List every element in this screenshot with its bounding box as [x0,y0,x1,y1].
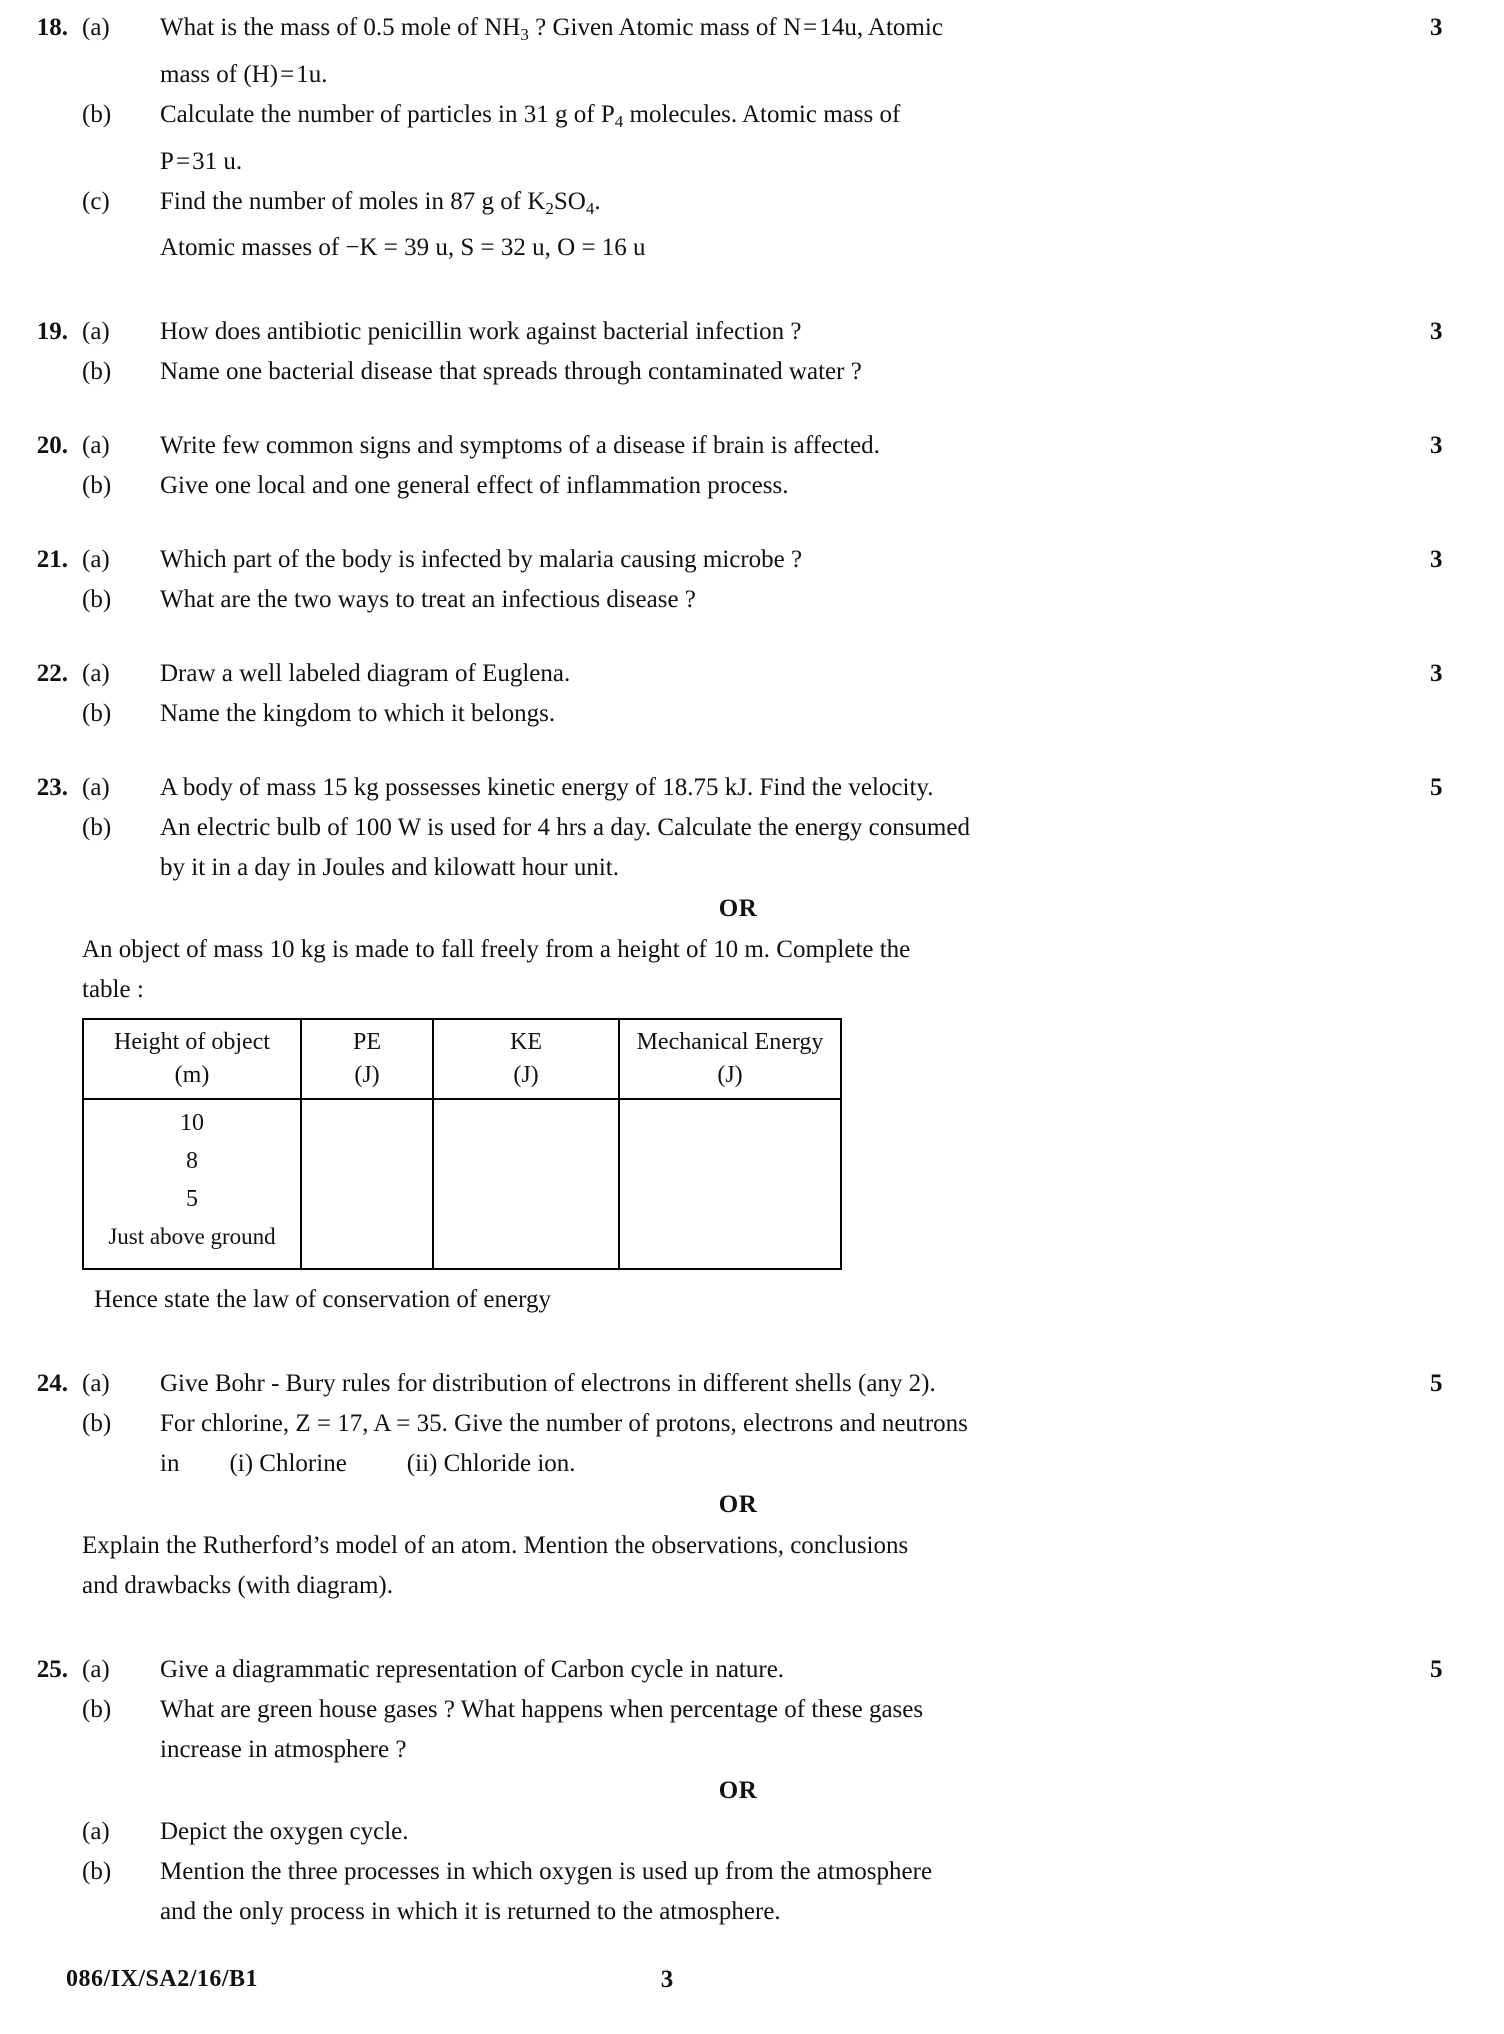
q18c-line1-mid: SO [553,187,586,215]
q24b-line2 [160,1444,1394,1484]
question-25-alt-a [0,1812,1504,1852]
spacer [0,734,1504,768]
header-line1: KE [510,1029,542,1056]
question-number: 23. [36,774,68,802]
q18a-line1-pre: What is the mass of 0.5 mole of NH [160,14,521,41]
question-24-alternative [0,1526,1504,1566]
question-text: What are green house gases ? What happens when percentage of these gases [160,1696,924,1724]
q18c-line2: Atomic masses of −K = 39 u, S = 32 u, O = 16 u [160,234,646,262]
height-value: 8 [186,1148,198,1175]
part-label: (a) [82,1370,110,1398]
question-text: Give one local and one general effect of inflammation process. [160,472,789,500]
question-number: 21. [36,546,68,574]
energy-table-wrap [82,1010,1394,1270]
part-label: (b) [82,814,112,842]
q18a-subscript: 3 [520,24,529,44]
cell-heights [83,1099,301,1269]
q18c-line1-post: . [594,187,601,215]
question-23 [0,768,1504,808]
question-24b [0,1404,1504,1444]
part-label: (a) [82,432,110,460]
q25altb-line2: and the only process in which it is returned to the atmosphere. [160,1898,781,1926]
q24b-option-ii: (ii) Chloride ion. [406,1450,576,1478]
height-value: 10 [180,1110,204,1137]
question-22 [0,654,1504,694]
height-value: 5 [186,1186,198,1213]
spacer [0,1606,1504,1650]
part-label: (b) [82,1858,112,1886]
or-separator: OR [718,1777,758,1805]
spacer [0,506,1504,540]
q25b-line2: increase in atmosphere ? [160,1736,407,1764]
header-height-of-object [83,1019,301,1099]
question-text: Name one bacterial disease that spreads through contaminated water ? [160,358,862,386]
or-separator: OR [718,1491,758,1519]
question-25b [0,1690,1504,1730]
question-text: A body of mass 15 kg possesses kinetic energy of 18.75 kJ. Find the velocity. [160,774,934,802]
part-label: (b) [82,472,112,500]
question-22b [0,694,1504,734]
question-24b-continued [0,1444,1504,1484]
cell-me-blank[interactable] [619,1099,841,1269]
question-marks: 5 [1430,774,1443,802]
q18b-line2: P = 31 u. [160,147,243,175]
header-line1: PE [352,1029,381,1056]
question-text: An electric bulb of 100 W is used for 4 hrs a day. Calculate the energy consumed [160,814,970,842]
question-18a-continued [0,55,1504,95]
part-label: (a) [82,546,110,574]
header-line2: (J) [354,1062,380,1089]
spacer [0,392,1504,426]
question-24-or [0,1484,1504,1526]
spacer [0,620,1504,654]
table-row [83,1099,841,1269]
q18b-subscript: 4 [614,111,624,131]
question-text: What are the two ways to treat an infectious disease ? [160,586,696,614]
spacer [0,268,1504,312]
question-19b [0,352,1504,392]
q18c-line1-pre: Find the number of moles in 87 g of K [160,187,546,215]
q24b-option-i: (i) Chlorine [229,1450,347,1478]
question-number: 22. [36,660,68,688]
q18c-subscript-2: 4 [585,198,595,218]
question-marks: 3 [1430,432,1443,460]
question-23b [0,808,1504,848]
question-25-alt-b [0,1852,1504,1892]
question-text: For chlorine, Z = 17, A = 35. Give the number of protons, electrons and neutrons [160,1410,968,1438]
q18b-line1-pre: Calculate the number of particles in 31 g of P [160,100,615,128]
question-23-or [0,888,1504,930]
question-21 [0,540,1504,580]
height-value: Just above ground [108,1224,276,1250]
part-label: (a) [82,660,110,688]
part-label: (b) [82,1696,112,1724]
question-18 [0,8,1504,55]
question-text: Give a diagrammatic representation of Carbon cycle in nature. [160,1656,785,1684]
question-23-after-table [0,1270,1504,1320]
header-line2: (m) [174,1062,210,1089]
q23b-line2: by it in a day in Joules and kilowatt hour unit. [160,854,619,882]
part-label: (c) [82,187,110,215]
question-25b-continued [0,1730,1504,1770]
header-line2: (J) [513,1062,539,1089]
question-marks: 3 [1430,546,1443,574]
q24-alt-line2: and drawbacks (with diagram). [82,1572,393,1600]
question-18c [0,182,1504,229]
part-label: (a) [82,14,110,41]
question-25-alt-b-continued [0,1892,1504,1932]
question-number: 20. [36,432,68,460]
q23-alt-line1: An object of mass 10 kg is made to fall freely from a height of 10 m. Complete the [82,936,911,964]
question-number: 19. [36,318,68,346]
question-number: 25. [36,1656,68,1684]
q18a-line1-post: ? Given Atomic mass of N = 14u, Atomic [528,14,943,41]
question-marks: 3 [1430,14,1443,41]
part-label: (a) [82,1656,110,1684]
question-23-alternative-cont [0,970,1504,1010]
cell-pe-blank[interactable] [301,1099,433,1269]
part-label: (a) [82,1818,110,1846]
header-line2: (J) [717,1062,743,1089]
part-label: (b) [82,700,112,728]
question-25 [0,1650,1504,1690]
question-text: Draw a well labeled diagram of Euglena. [160,660,571,688]
question-text [160,95,1394,142]
q18c-subscript-1: 2 [545,198,554,218]
part-label: (a) [82,318,110,346]
question-text: Name the kingdom to which it belongs. [160,700,556,728]
question-marks: 3 [1430,318,1443,346]
question-marks: 3 [1430,660,1443,688]
header-pe [301,1019,433,1099]
question-20b [0,466,1504,506]
question-18b-continued [0,142,1504,182]
question-23b-continued [0,848,1504,888]
part-label: (a) [82,774,110,802]
header-line1: Height of object [114,1029,270,1056]
question-number: 18. [36,14,68,41]
part-label: (b) [82,1410,112,1438]
q18a-line2: mass of (H) = 1u. [160,60,328,88]
question-23-table-row [0,1010,1504,1270]
question-text [160,182,1394,229]
part-label: (b) [82,358,112,386]
energy-table [82,1018,842,1270]
table-header-row [83,1019,841,1099]
page-footer [0,1966,1504,2006]
question-18c-continued [0,228,1504,268]
q24-alt-line1: Explain the Rutherford’s model of an atom. Mention the observations, conclusions [82,1532,909,1560]
question-marks: 5 [1430,1656,1443,1684]
q23-alt-line2: table : [82,976,144,1004]
question-20 [0,426,1504,466]
question-24 [0,1364,1504,1404]
question-text: Depict the oxygen cycle. [160,1818,409,1846]
question-text: Give Bohr - Bury rules for distribution of electrons in different shells (any 2). [160,1370,936,1398]
q24b-in: in [160,1450,180,1478]
or-separator: OR [718,895,758,923]
question-19 [0,312,1504,352]
header-mechanical-energy [619,1019,841,1099]
question-text: Which part of the body is infected by malaria causing microbe ? [160,546,803,574]
header-ke [433,1019,619,1099]
question-marks: 5 [1430,1370,1443,1398]
footer-paper-code: 086/IX/SA2/16/B1 [66,1966,259,1992]
q18b-line1-post: molecules. Atomic mass of [623,100,901,128]
question-text: How does antibiotic penicillin work against bacterial infection ? [160,318,802,346]
header-line1: Mechanical Energy [636,1029,824,1056]
question-text: Mention the three processes in which oxygen is used up from the atmosphere [160,1858,933,1886]
part-label: (b) [82,100,112,128]
question-text [160,8,1394,55]
question-23-alternative [0,930,1504,970]
question-24-alternative-cont [0,1566,1504,1606]
footer-page-number: 3 [660,1966,674,1993]
question-25-or [0,1770,1504,1812]
question-21b [0,580,1504,620]
q23-after-table-text: Hence state the law of conservation of energy [94,1286,551,1314]
question-18b [0,95,1504,142]
part-label: (b) [82,586,112,614]
question-number: 24. [36,1370,68,1398]
cell-ke-blank[interactable] [433,1099,619,1269]
question-text: Write few common signs and symptoms of a disease if brain is affected. [160,432,880,460]
spacer [0,1320,1504,1364]
